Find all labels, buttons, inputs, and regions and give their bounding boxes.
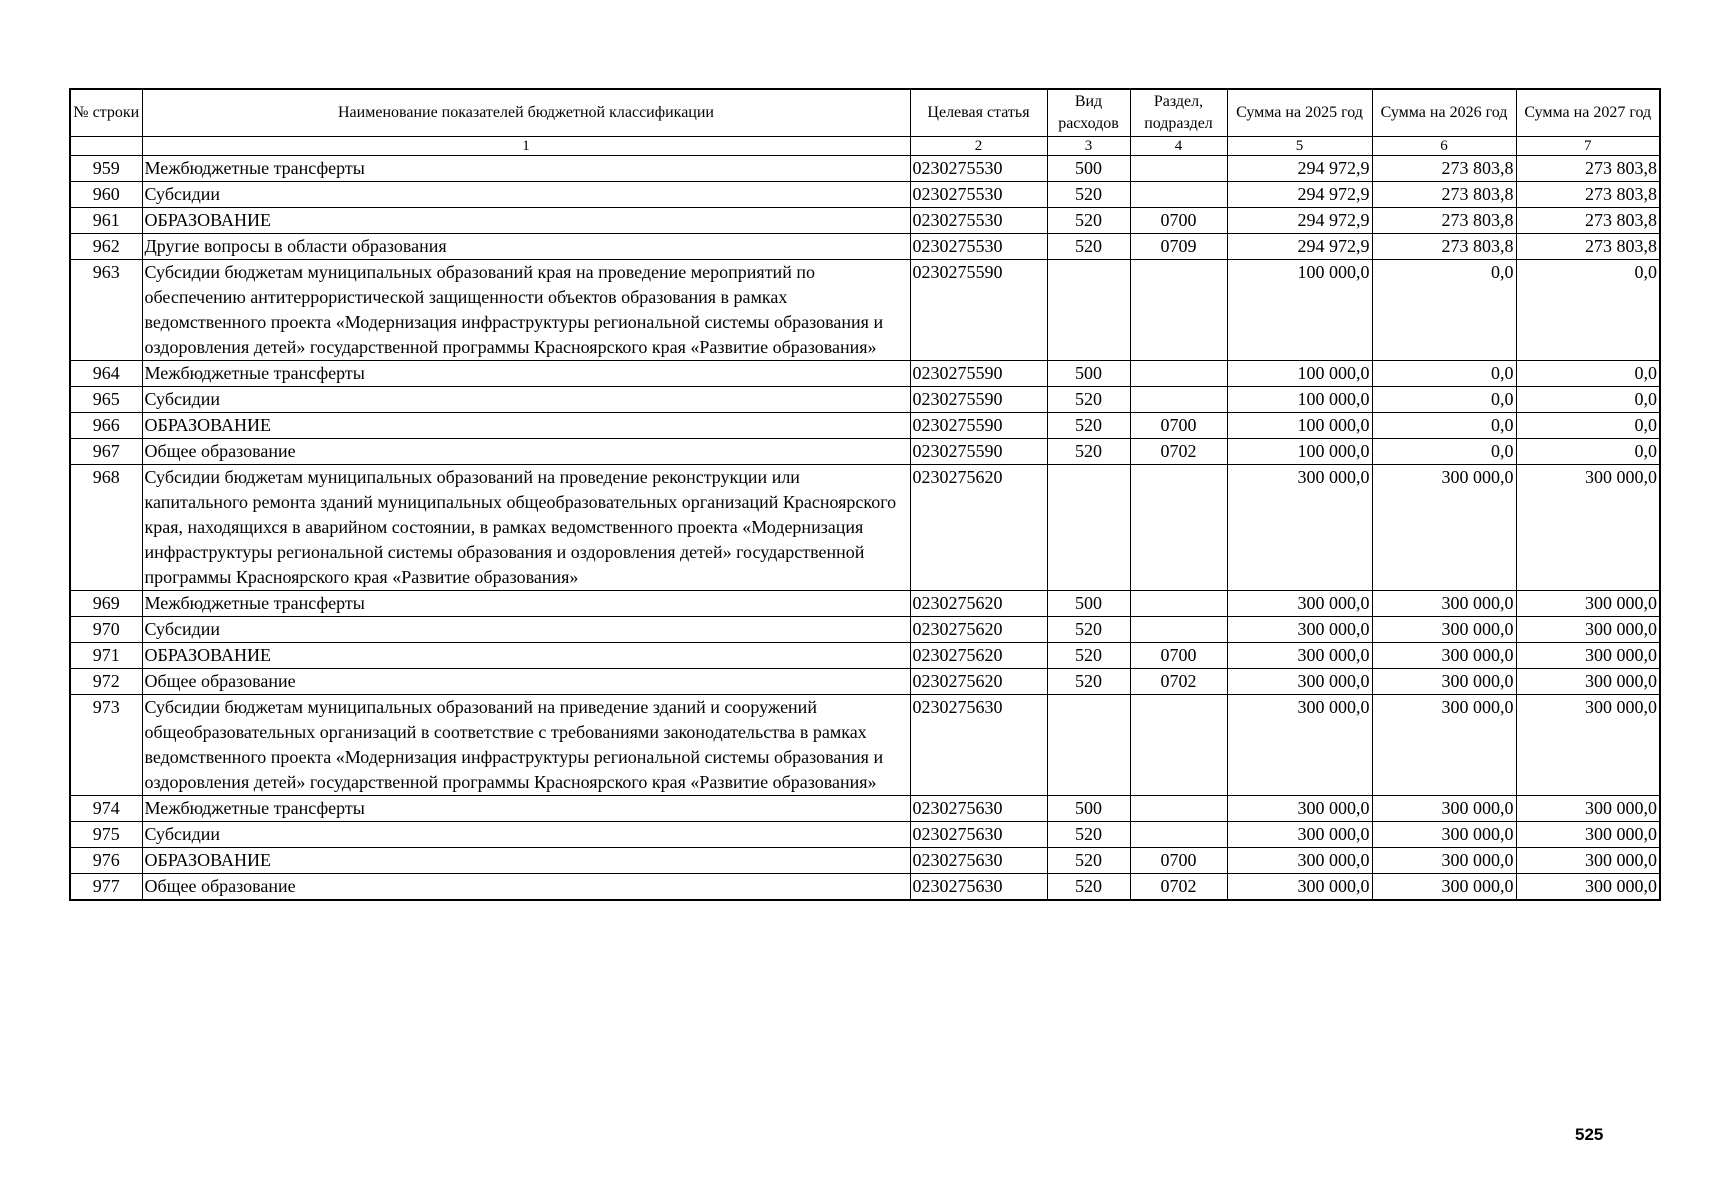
amount-2026: 300 000,0 — [1372, 591, 1516, 617]
amount-2025: 300 000,0 — [1227, 796, 1372, 822]
row-number: 963 — [70, 260, 142, 361]
row-number: 972 — [70, 669, 142, 695]
section-code — [1130, 260, 1227, 361]
amount-2027: 300 000,0 — [1516, 643, 1660, 669]
amount-2026: 0,0 — [1372, 361, 1516, 387]
row-number: 970 — [70, 617, 142, 643]
header-sum-2025: Сумма на 2025 год — [1227, 89, 1372, 137]
indicator-name: Общее образование — [142, 439, 910, 465]
section-code — [1130, 387, 1227, 413]
table-row — [70, 591, 1660, 617]
row-number: 964 — [70, 361, 142, 387]
section-code — [1130, 695, 1227, 796]
budget-table — [69, 88, 1661, 901]
amount-2025: 300 000,0 — [1227, 695, 1372, 796]
table-row — [70, 874, 1660, 901]
column-number: 1 — [142, 137, 910, 156]
header-sum-2027: Сумма на 2027 год — [1516, 89, 1660, 137]
amount-2025: 300 000,0 — [1227, 822, 1372, 848]
amount-2025: 300 000,0 — [1227, 591, 1372, 617]
header-sum-2026: Сумма на 2026 год — [1372, 89, 1516, 137]
amount-2025: 300 000,0 — [1227, 643, 1372, 669]
table-row — [70, 643, 1660, 669]
amount-2026: 300 000,0 — [1372, 822, 1516, 848]
amount-2027: 0,0 — [1516, 413, 1660, 439]
expense-type: 500 — [1047, 591, 1130, 617]
header-expense-type: Вид расходов — [1047, 89, 1130, 137]
amount-2025: 300 000,0 — [1227, 617, 1372, 643]
column-number: 6 — [1372, 137, 1516, 156]
target-article: 0230275530 — [910, 208, 1047, 234]
expense-type: 500 — [1047, 361, 1130, 387]
amount-2026: 0,0 — [1372, 439, 1516, 465]
table-row — [70, 465, 1660, 591]
amount-2027: 300 000,0 — [1516, 591, 1660, 617]
indicator-name: Субсидии бюджетам муниципальных образований на проведение реконструкции или капитального ремонта зданий муниципальных общеобразовательных организаций Красноярского края, находящихся в аварийном состоянии, в рамках ведомственного проекта «Модернизация инфраструктуры региональной системы образования и оздоровления детей» государственной программы Красноярского края «Развитие образования» — [142, 465, 910, 591]
amount-2027: 273 803,8 — [1516, 156, 1660, 182]
amount-2026: 273 803,8 — [1372, 182, 1516, 208]
expense-type: 520 — [1047, 874, 1130, 901]
indicator-name: Субсидии — [142, 387, 910, 413]
amount-2026: 273 803,8 — [1372, 234, 1516, 260]
indicator-name: ОБРАЗОВАНИЕ — [142, 848, 910, 874]
amount-2025: 300 000,0 — [1227, 465, 1372, 591]
table-row — [70, 234, 1660, 260]
indicator-name: Межбюджетные трансферты — [142, 361, 910, 387]
row-number: 960 — [70, 182, 142, 208]
target-article: 0230275620 — [910, 591, 1047, 617]
section-code — [1130, 822, 1227, 848]
row-number: 967 — [70, 439, 142, 465]
row-number: 977 — [70, 874, 142, 901]
header-row — [70, 89, 1660, 137]
expense-type — [1047, 260, 1130, 361]
row-number: 959 — [70, 156, 142, 182]
target-article: 0230275590 — [910, 387, 1047, 413]
table-row — [70, 822, 1660, 848]
expense-type: 500 — [1047, 796, 1130, 822]
column-number: 7 — [1516, 137, 1660, 156]
table-row — [70, 848, 1660, 874]
expense-type: 520 — [1047, 182, 1130, 208]
column-number: 3 — [1047, 137, 1130, 156]
target-article: 0230275620 — [910, 617, 1047, 643]
indicator-name: Субсидии бюджетам муниципальных образований края на проведение мероприятий по обеспечению антитеррористической защищенности объектов образования в рамках ведомственного проекта «Модернизация инфраструктуры региональной системы образования и оздоровления детей» государственной программы Красноярского края «Развитие образования» — [142, 260, 910, 361]
expense-type: 500 — [1047, 156, 1130, 182]
section-code: 0700 — [1130, 643, 1227, 669]
amount-2026: 273 803,8 — [1372, 208, 1516, 234]
amount-2025: 300 000,0 — [1227, 848, 1372, 874]
column-number-row — [70, 137, 1660, 156]
indicator-name: ОБРАЗОВАНИЕ — [142, 643, 910, 669]
target-article: 0230275630 — [910, 822, 1047, 848]
amount-2025: 100 000,0 — [1227, 361, 1372, 387]
amount-2026: 300 000,0 — [1372, 695, 1516, 796]
expense-type: 520 — [1047, 643, 1130, 669]
expense-type: 520 — [1047, 208, 1130, 234]
section-code — [1130, 617, 1227, 643]
column-number: 2 — [910, 137, 1047, 156]
expense-type: 520 — [1047, 439, 1130, 465]
expense-type: 520 — [1047, 413, 1130, 439]
target-article: 0230275620 — [910, 643, 1047, 669]
amount-2027: 0,0 — [1516, 260, 1660, 361]
amount-2027: 300 000,0 — [1516, 796, 1660, 822]
expense-type: 520 — [1047, 234, 1130, 260]
row-number: 961 — [70, 208, 142, 234]
amount-2026: 0,0 — [1372, 413, 1516, 439]
section-code: 0702 — [1130, 669, 1227, 695]
indicator-name: Межбюджетные трансферты — [142, 591, 910, 617]
section-code — [1130, 465, 1227, 591]
amount-2027: 0,0 — [1516, 439, 1660, 465]
table-row — [70, 387, 1660, 413]
amount-2025: 300 000,0 — [1227, 874, 1372, 901]
row-number: 971 — [70, 643, 142, 669]
table-row — [70, 439, 1660, 465]
expense-type — [1047, 695, 1130, 796]
indicator-name: Субсидии — [142, 617, 910, 643]
amount-2027: 273 803,8 — [1516, 234, 1660, 260]
table-row — [70, 413, 1660, 439]
indicator-name: Межбюджетные трансферты — [142, 156, 910, 182]
amount-2026: 300 000,0 — [1372, 796, 1516, 822]
expense-type: 520 — [1047, 669, 1130, 695]
expense-type: 520 — [1047, 387, 1130, 413]
target-article: 0230275630 — [910, 796, 1047, 822]
header-target-article: Целевая статья — [910, 89, 1047, 137]
table-body — [70, 156, 1660, 901]
amount-2026: 300 000,0 — [1372, 465, 1516, 591]
amount-2025: 100 000,0 — [1227, 439, 1372, 465]
amount-2026: 300 000,0 — [1372, 643, 1516, 669]
table-row — [70, 208, 1660, 234]
expense-type: 520 — [1047, 848, 1130, 874]
table-row — [70, 796, 1660, 822]
amount-2025: 294 972,9 — [1227, 182, 1372, 208]
section-code: 0700 — [1130, 413, 1227, 439]
row-number: 973 — [70, 695, 142, 796]
column-number — [70, 137, 142, 156]
amount-2026: 0,0 — [1372, 260, 1516, 361]
target-article: 0230275590 — [910, 260, 1047, 361]
target-article: 0230275630 — [910, 695, 1047, 796]
amount-2027: 0,0 — [1516, 361, 1660, 387]
amount-2027: 300 000,0 — [1516, 669, 1660, 695]
amount-2026: 0,0 — [1372, 387, 1516, 413]
section-code — [1130, 591, 1227, 617]
target-article: 0230275620 — [910, 465, 1047, 591]
row-number: 975 — [70, 822, 142, 848]
column-number: 4 — [1130, 137, 1227, 156]
section-code — [1130, 361, 1227, 387]
amount-2025: 100 000,0 — [1227, 413, 1372, 439]
section-code — [1130, 156, 1227, 182]
table-row — [70, 617, 1660, 643]
column-number: 5 — [1227, 137, 1372, 156]
target-article: 0230275530 — [910, 234, 1047, 260]
section-code: 0700 — [1130, 208, 1227, 234]
table-row — [70, 182, 1660, 208]
amount-2027: 300 000,0 — [1516, 695, 1660, 796]
table-row — [70, 669, 1660, 695]
amount-2027: 300 000,0 — [1516, 848, 1660, 874]
section-code: 0702 — [1130, 874, 1227, 901]
amount-2027: 273 803,8 — [1516, 182, 1660, 208]
amount-2027: 300 000,0 — [1516, 617, 1660, 643]
indicator-name: Другие вопросы в области образования — [142, 234, 910, 260]
amount-2025: 300 000,0 — [1227, 669, 1372, 695]
table-row — [70, 156, 1660, 182]
header-row-number: № строки — [70, 89, 142, 137]
expense-type: 520 — [1047, 822, 1130, 848]
target-article: 0230275590 — [910, 361, 1047, 387]
header-section: Раздел, подраздел — [1130, 89, 1227, 137]
page-number: 525 — [1575, 1125, 1604, 1144]
indicator-name: ОБРАЗОВАНИЕ — [142, 413, 910, 439]
indicator-name: ОБРАЗОВАНИЕ — [142, 208, 910, 234]
amount-2027: 0,0 — [1516, 387, 1660, 413]
section-code: 0700 — [1130, 848, 1227, 874]
amount-2026: 300 000,0 — [1372, 669, 1516, 695]
row-number: 969 — [70, 591, 142, 617]
target-article: 0230275530 — [910, 156, 1047, 182]
target-article: 0230275590 — [910, 413, 1047, 439]
amount-2026: 300 000,0 — [1372, 617, 1516, 643]
amount-2025: 294 972,9 — [1227, 156, 1372, 182]
indicator-name: Субсидии — [142, 822, 910, 848]
row-number: 968 — [70, 465, 142, 591]
row-number: 966 — [70, 413, 142, 439]
expense-type — [1047, 465, 1130, 591]
table-row — [70, 361, 1660, 387]
indicator-name: Субсидии — [142, 182, 910, 208]
target-article: 0230275530 — [910, 182, 1047, 208]
amount-2027: 300 000,0 — [1516, 874, 1660, 901]
indicator-name: Общее образование — [142, 874, 910, 901]
indicator-name: Субсидии бюджетам муниципальных образований на приведение зданий и сооружений общеобразовательных организаций в соответствие с требованиями законодательства в рамках ведомственного проекта «Модернизация инфраструктуры региональной системы образования и оздоровления детей» государственной программы Красноярского края «Развитие образования» — [142, 695, 910, 796]
section-code — [1130, 182, 1227, 208]
row-number: 962 — [70, 234, 142, 260]
target-article: 0230275590 — [910, 439, 1047, 465]
table-row — [70, 695, 1660, 796]
section-code — [1130, 796, 1227, 822]
indicator-name: Общее образование — [142, 669, 910, 695]
amount-2027: 300 000,0 — [1516, 822, 1660, 848]
row-number: 965 — [70, 387, 142, 413]
amount-2026: 273 803,8 — [1372, 156, 1516, 182]
row-number: 976 — [70, 848, 142, 874]
row-number: 974 — [70, 796, 142, 822]
target-article: 0230275630 — [910, 848, 1047, 874]
amount-2025: 294 972,9 — [1227, 234, 1372, 260]
amount-2026: 300 000,0 — [1372, 848, 1516, 874]
amount-2026: 300 000,0 — [1372, 874, 1516, 901]
header-name: Наименование показателей бюджетной классификации — [142, 89, 910, 137]
expense-type: 520 — [1047, 617, 1130, 643]
amount-2027: 300 000,0 — [1516, 465, 1660, 591]
amount-2027: 273 803,8 — [1516, 208, 1660, 234]
amount-2025: 100 000,0 — [1227, 260, 1372, 361]
target-article: 0230275620 — [910, 669, 1047, 695]
section-code: 0702 — [1130, 439, 1227, 465]
amount-2025: 294 972,9 — [1227, 208, 1372, 234]
table-row — [70, 260, 1660, 361]
target-article: 0230275630 — [910, 874, 1047, 901]
amount-2025: 100 000,0 — [1227, 387, 1372, 413]
section-code: 0709 — [1130, 234, 1227, 260]
indicator-name: Межбюджетные трансферты — [142, 796, 910, 822]
